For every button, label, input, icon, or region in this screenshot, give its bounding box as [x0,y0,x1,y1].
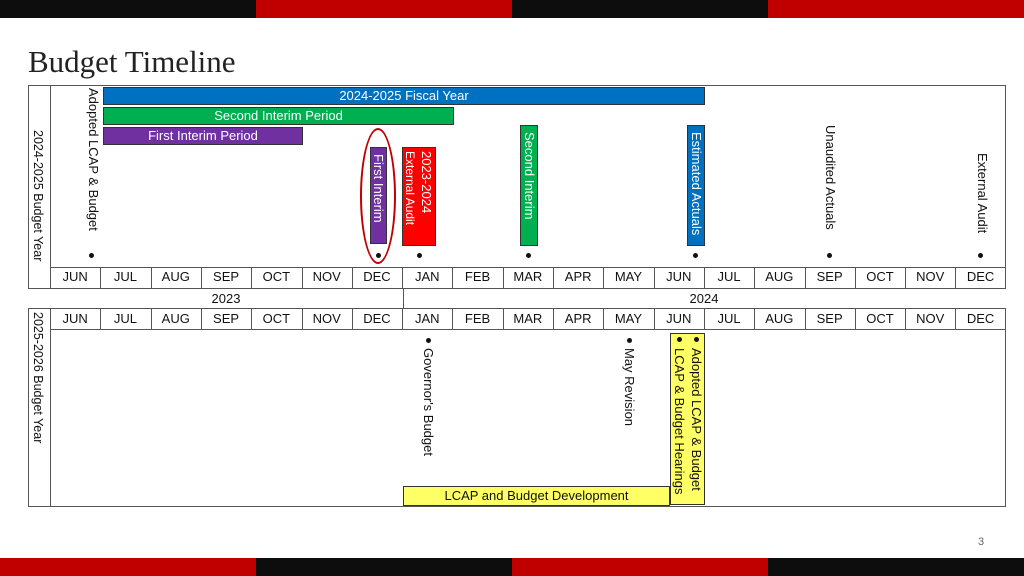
governors-budget-label: Governor's Budget [421,348,436,456]
bottom-month-divider [100,309,101,330]
top-month-divider [805,267,806,288]
top-month-10: APR [564,269,592,284]
row-label-2024-2025: 2024-2025 Budget Year [31,130,45,262]
first-interim-highlight-ellipse [360,128,396,264]
estimated-actuals-dot [693,253,698,258]
bottom-month-divider [402,309,403,330]
lcap-development-bar: LCAP and Budget Development [403,486,670,506]
top-month-divider [151,267,152,288]
year-label-2024: 2024 [689,291,719,306]
bottom-month-divider [955,309,956,330]
external-audit-end-dot [978,253,983,258]
top-month-divider [201,267,202,288]
top-month-12: JUN [666,269,692,284]
bottom-month-0: JUN [62,311,88,326]
governors-budget-dot [426,338,431,343]
bottom-month-8: FEB [464,311,491,326]
bottom-stripe-2 [256,558,512,576]
bottom-month-17: NOV [916,311,945,326]
bottom-month-13: JUL [717,311,741,326]
top-month-2: AUG [161,269,190,284]
bottom-month-11: MAY [614,311,643,326]
top-month-17: NOV [916,269,945,284]
top-month-divider [402,267,403,288]
unaudited-actuals-label: Unaudited Actuals [823,125,838,230]
top-month-divider [251,267,252,288]
bottom-month-divider [905,309,906,330]
may-revision-label: May Revision [622,348,637,427]
page-title: Budget Timeline [28,44,236,79]
bottom-stripe-3 [512,558,768,576]
bottom-table-frame [28,308,1006,507]
top-month-divider [553,267,554,288]
bottom-stripe-4 [768,558,1024,576]
bottom-month-15: SEP [816,311,843,326]
bottom-month-divider [754,309,755,330]
top-month-divider [754,267,755,288]
bottom-month-divider [201,309,202,330]
top-month-divider [654,267,655,288]
top-month-15: SEP [816,269,843,284]
external-audit-dot [417,253,422,258]
row-label-2025-2026: 2025-2026 Budget Year [31,312,45,444]
top-month-divider [302,267,303,288]
bottom-month-18: DEC [966,311,995,326]
top-month-3: SEP [213,269,240,284]
second-interim-box: Second Interim [520,125,538,246]
top-month-7: JAN [414,269,440,284]
top-month-4: OCT [262,269,291,284]
top-month-14: AUG [765,269,794,284]
top-month-13: JUL [717,269,741,284]
bottom-month-divider [503,309,504,330]
bottom-month-divider [452,309,453,330]
top-month-divider [704,267,705,288]
top-month-9: MAR [513,269,543,284]
top-month-16: OCT [866,269,894,284]
fiscal-year-bar: 2024-2025 Fiscal Year [103,87,705,105]
year-label-2023: 2023 [211,291,241,306]
estimated-actuals-box: Estimated Actuals [687,125,705,246]
top-month-divider [352,267,353,288]
adopted-budget-dot [694,337,699,342]
top-month-8: FEB [464,269,491,284]
top-stripe-4 [768,0,1024,18]
bottom-month-6: DEC [363,311,391,326]
top-month-1: JUL [113,269,137,284]
bottom-month-14: AUG [765,311,794,326]
page-number: 3 [978,536,985,548]
may-revision-dot [627,338,632,343]
year-divider [403,289,404,308]
second-interim-period-bar: Second Interim Period [103,107,454,125]
top-month-11: MAY [614,269,643,284]
bottom-month-divider [805,309,806,330]
external-audit-box-label: External Audit [403,151,417,226]
bottom-month-row-divider [50,329,1006,330]
bottom-month-divider [704,309,705,330]
top-month-6: DEC [363,269,391,284]
top-month-divider [100,267,101,288]
bottom-month-10: APR [564,311,592,326]
first-interim-dot [376,253,381,258]
top-month-5: NOV [312,269,341,284]
bottom-month-3: SEP [213,311,240,326]
top-month-18: DEC [966,269,995,284]
hearings-label: LCAP & Budget Hearings [672,348,687,495]
top-month-0: JUN [62,269,88,284]
external-audit-year-label: 2023-2024 [419,151,434,214]
top-month-divider [603,267,604,288]
bottom-month-divider [553,309,554,330]
bottom-month-5: NOV [312,311,341,326]
bottom-month-divider [855,309,856,330]
top-month-divider [855,267,856,288]
top-row-label-divider [50,85,51,289]
bottom-month-1: JUL [113,311,137,326]
bottom-month-divider [603,309,604,330]
adopted-lcap-budget-label: Adopted LCAP & Budget [86,88,101,231]
bottom-month-divider [302,309,303,330]
hearings-dot [677,337,682,342]
top-stripe-2 [256,0,512,18]
bottom-row-label-divider [50,308,51,507]
top-month-divider [905,267,906,288]
bottom-month-7: JAN [414,311,440,326]
top-month-divider [503,267,504,288]
top-month-divider [955,267,956,288]
external-audit-label: External Audit [975,153,990,234]
bottom-month-2: AUG [161,311,190,326]
bottom-month-divider [151,309,152,330]
bottom-month-divider [251,309,252,330]
bottom-month-divider [654,309,655,330]
bottom-month-12: JUN [666,311,692,326]
first-interim-period-bar: First Interim Period [103,127,303,145]
top-stripe-1 [0,0,256,18]
unaudited-actuals-dot [827,253,832,258]
adopted-budget-label: Adopted LCAP & Budget [689,348,704,491]
second-interim-dot [526,253,531,258]
bottom-month-16: OCT [866,311,894,326]
top-month-divider [452,267,453,288]
top-stripe-3 [512,0,768,18]
adopted-lcap-budget-dot [89,253,94,258]
bottom-month-9: MAR [513,311,543,326]
bottom-stripe-1 [0,558,256,576]
bottom-month-divider [352,309,353,330]
first-interim-box: First Interim [370,147,387,244]
bottom-month-4: OCT [262,311,291,326]
